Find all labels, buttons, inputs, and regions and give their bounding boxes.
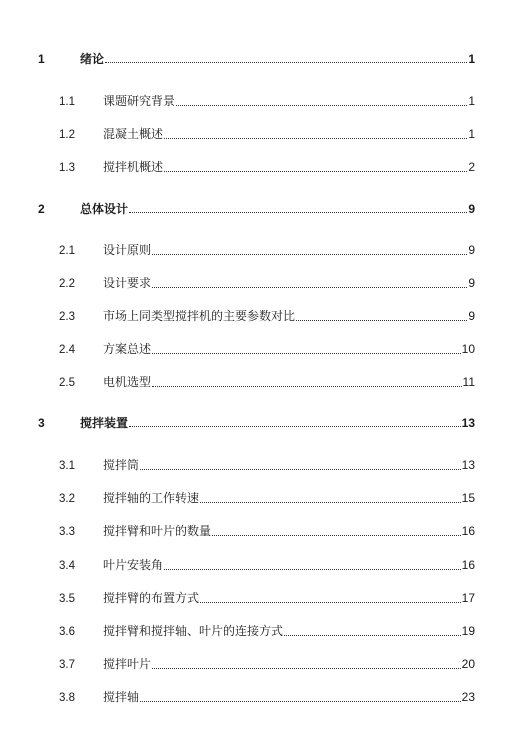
toc-page-number: 1 <box>468 94 475 108</box>
dot-leader <box>164 568 461 570</box>
toc-number: 3.1 <box>59 460 75 472</box>
toc-title: 总体设计 <box>80 202 129 216</box>
toc-number: 2 <box>38 202 45 216</box>
toc-title: 搅拌臂和搅拌轴、叶片的连接方式 <box>103 624 284 638</box>
dot-leader <box>129 425 461 427</box>
toc-entry-section[interactable] <box>59 342 475 357</box>
toc-entry-section[interactable] <box>59 94 475 109</box>
dot-leader <box>140 700 461 702</box>
toc-entry-section[interactable] <box>59 491 475 506</box>
toc-number: 3.6 <box>59 626 75 638</box>
toc-title: 电机选型 <box>103 375 152 389</box>
toc-number: 1.3 <box>59 162 75 174</box>
toc-page-number: 17 <box>461 591 475 605</box>
toc-title: 设计原则 <box>103 243 152 257</box>
toc-page-number: 10 <box>461 342 475 356</box>
toc-entry-section[interactable] <box>59 243 475 258</box>
toc-page-number: 15 <box>461 491 475 505</box>
dot-leader <box>164 170 467 172</box>
toc-number: 1.1 <box>59 96 75 108</box>
toc-title: 搅拌叶片 <box>103 657 152 671</box>
toc-title: 混凝土概述 <box>103 127 164 141</box>
toc-title: 设计要求 <box>103 276 152 290</box>
toc-entry-chapter[interactable] <box>38 202 475 216</box>
toc-page-number: 13 <box>461 458 475 472</box>
toc-page-number: 2 <box>468 160 475 174</box>
toc-title: 搅拌臂的布置方式 <box>103 591 200 605</box>
toc-number: 2.3 <box>59 311 75 323</box>
toc-entry-section[interactable] <box>59 309 475 324</box>
dot-leader <box>200 501 461 503</box>
toc-page-number: 13 <box>461 416 475 430</box>
dot-leader <box>164 137 467 139</box>
toc-page-number: 1 <box>468 52 475 66</box>
toc-entry-section[interactable] <box>59 558 475 573</box>
toc-number: 3.5 <box>59 593 75 605</box>
dot-leader <box>152 385 462 387</box>
toc-number: 3 <box>38 416 45 430</box>
dot-leader <box>152 667 461 669</box>
toc-page-number: 23 <box>461 690 475 704</box>
toc-title: 搅拌机概述 <box>103 160 164 174</box>
dot-leader <box>176 104 467 106</box>
toc-number: 2.2 <box>59 278 75 290</box>
toc-number: 2.1 <box>59 245 75 257</box>
toc-title: 搅拌筒 <box>103 458 140 472</box>
toc-title: 搅拌轴 <box>103 690 140 704</box>
toc-number: 1.2 <box>59 129 75 141</box>
dot-leader <box>152 253 467 255</box>
dot-leader <box>212 534 461 536</box>
toc-title: 绪论 <box>80 52 105 66</box>
toc-entry-section[interactable] <box>59 524 475 539</box>
toc-number: 3.7 <box>59 659 75 671</box>
toc-title: 方案总述 <box>103 342 152 356</box>
dot-leader <box>296 319 467 321</box>
dot-leader <box>200 601 461 603</box>
dot-leader <box>140 468 461 470</box>
dot-leader <box>152 352 461 354</box>
toc-entry-section[interactable] <box>59 160 475 175</box>
toc-title: 课题研究背景 <box>103 94 176 108</box>
toc-number: 3.4 <box>59 560 75 572</box>
toc-entry-section[interactable] <box>59 624 475 639</box>
toc-entry-section[interactable] <box>59 591 475 606</box>
toc-page-number: 9 <box>468 202 475 216</box>
toc-entry-section[interactable] <box>59 127 475 142</box>
dot-leader <box>129 211 467 213</box>
toc-page-number: 1 <box>468 127 475 141</box>
dot-leader <box>284 634 461 636</box>
toc-page-number: 9 <box>468 243 475 257</box>
toc-number: 1 <box>38 52 45 66</box>
dot-leader <box>105 61 467 63</box>
toc-entry-section[interactable] <box>59 458 475 473</box>
toc-title: 搅拌轴的工作转速 <box>103 491 200 505</box>
toc-page-number: 19 <box>461 624 475 638</box>
toc-title: 叶片安装角 <box>103 558 164 572</box>
toc-title: 市场上同类型搅拌机的主要参数对比 <box>103 309 296 323</box>
toc-entry-chapter[interactable] <box>38 416 475 430</box>
toc-number: 2.5 <box>59 377 75 389</box>
toc-entry-section[interactable] <box>59 375 475 390</box>
toc-number: 2.4 <box>59 344 75 356</box>
toc-page-number: 16 <box>461 558 475 572</box>
toc-page-number: 20 <box>461 657 475 671</box>
toc-number: 3.2 <box>59 493 75 505</box>
toc-entry-section[interactable] <box>59 657 475 672</box>
toc-number: 3.8 <box>59 692 75 704</box>
toc-title: 搅拌臂和叶片的数量 <box>103 524 212 538</box>
toc-entry-section[interactable] <box>59 276 475 291</box>
toc-number: 3.3 <box>59 526 75 538</box>
toc-title: 搅拌装置 <box>80 416 129 430</box>
toc-page-number: 9 <box>468 276 475 290</box>
toc-page-number: 16 <box>461 524 475 538</box>
toc-page-number: 9 <box>468 309 475 323</box>
toc-entry-section[interactable] <box>59 690 475 705</box>
toc-entry-chapter[interactable] <box>38 52 475 66</box>
dot-leader <box>152 286 467 288</box>
toc-page-number: 11 <box>462 375 475 389</box>
